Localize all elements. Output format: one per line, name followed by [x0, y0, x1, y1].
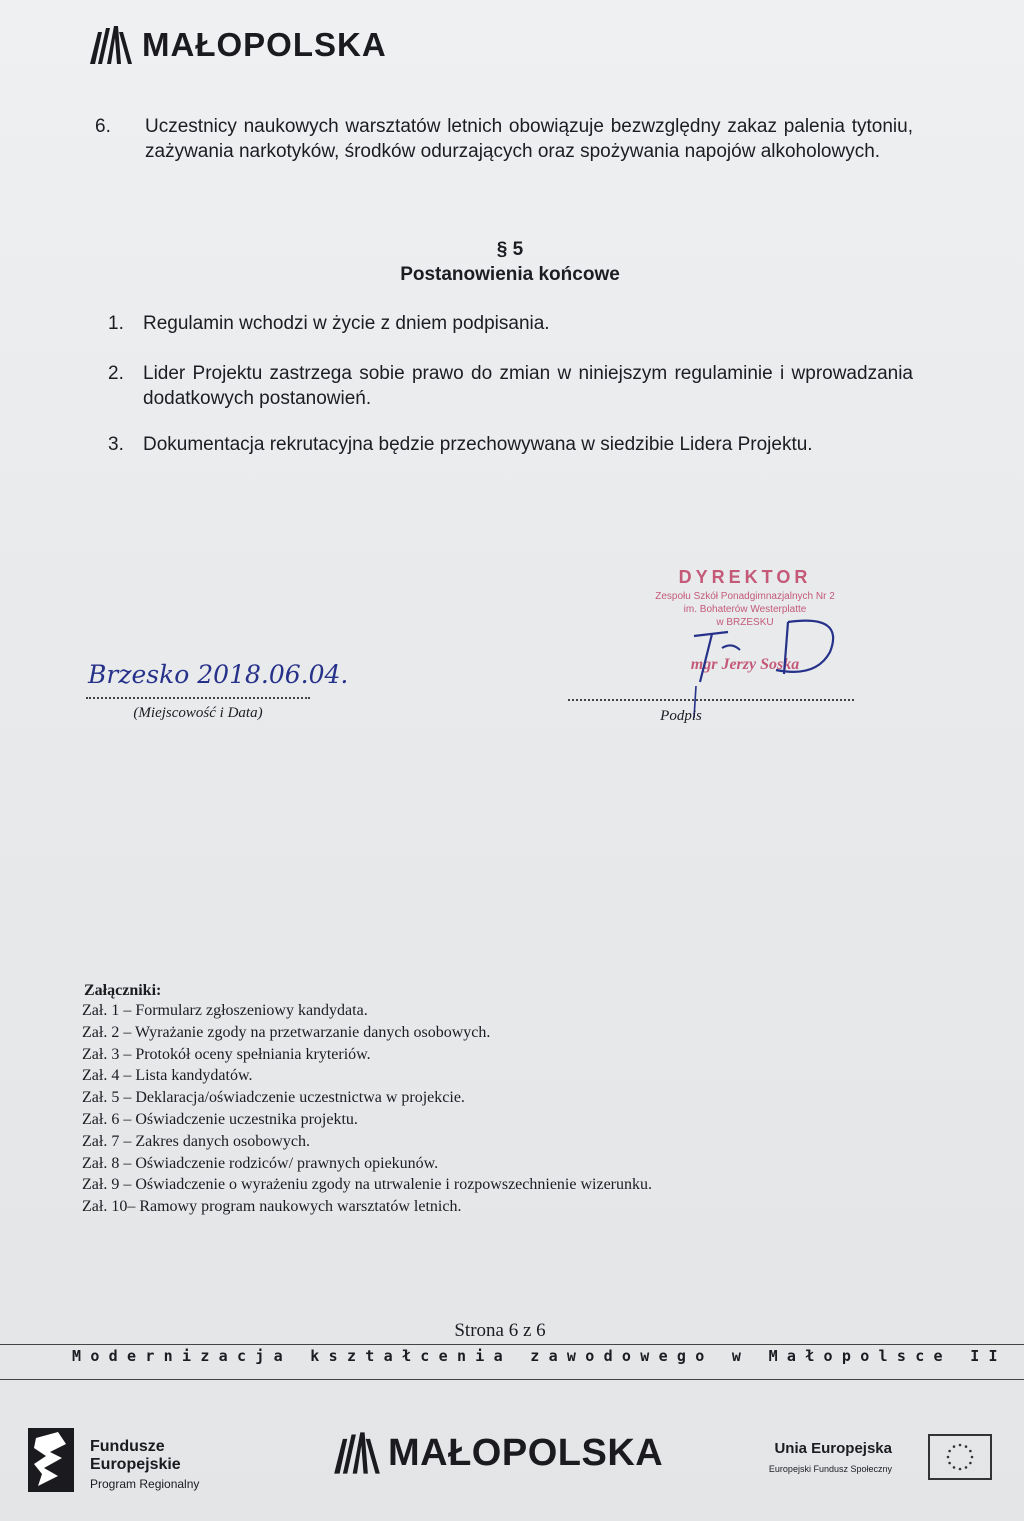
- eu-stars-icon: [930, 1436, 990, 1478]
- stamp-line-1: Zespołu Szkół Ponadgimnazjalnych Nr 2: [655, 591, 835, 602]
- malopolska-logo: [88, 24, 387, 66]
- fundusze-europejskie-logo-icon: [28, 1428, 74, 1492]
- malopolska-logo-icon: [88, 24, 134, 66]
- signature-caption: Podpis: [660, 708, 702, 724]
- eu-flag-box: [928, 1434, 992, 1480]
- section-title: Postanowienia końcowe: [400, 264, 620, 285]
- item-text: Regulamin wchodzi w życie z dniem podpisania.: [143, 313, 550, 334]
- attachment-item: Zał. 6 – Oświadczenie uczestnika projektu.: [82, 1110, 358, 1128]
- project-name: Modernizacja kształcenia zawodowego w Małopolsce II: [72, 1347, 1007, 1365]
- footer-malopolska-logo: [332, 1430, 663, 1476]
- footer-top-rule: [0, 1344, 1024, 1345]
- attachments-heading: Załączniki:: [84, 982, 162, 999]
- fe-line-1: Fundusze: [90, 1438, 165, 1455]
- stamp-title: DYREKTOR: [678, 567, 812, 587]
- item-number: 2.: [108, 363, 124, 384]
- point-text: Uczestnicy naukowych warsztatów letnich obowiązuje bezwzględny zakaz palenia tytoniu, zażywania narkotyków, środków odurzających oraz spożywania napojów alkoholowych.: [145, 116, 913, 162]
- attachment-item: Zał. 1 – Formularz zgłoszeniowy kandydata.: [82, 1002, 368, 1019]
- section-item-3: [108, 432, 918, 460]
- fe-line-3: Program Regionalny: [90, 1477, 200, 1491]
- regulation-point-6: [95, 114, 915, 194]
- handwritten-signature: [680, 612, 850, 722]
- section-item-2: [108, 361, 918, 416]
- fe-line-2: Europejskie: [90, 1456, 181, 1473]
- page-number: Strona 6 z 6: [454, 1320, 546, 1341]
- signature-line: [568, 699, 854, 701]
- stamp-name: mgr Jerzy Soska: [690, 656, 800, 673]
- attachment-item: Zał. 7 – Zakres danych osobowych.: [82, 1132, 310, 1150]
- attachment-item: Zał. 2 – Wyrażanie zgody na przetwarzanie danych osobowych.: [82, 1023, 491, 1041]
- item-text: Lider Projektu zastrzega sobie prawo do zmian w niniejszym regulaminie i wprowadzania dodatkowych postanowień.: [143, 363, 913, 409]
- item-text: Dokumentacja rekrutacyjna będzie przechowywana w siedzibie Lidera Projektu.: [143, 434, 813, 455]
- place-date-caption: (Miejscowość i Data): [133, 705, 263, 721]
- attachment-item: Zał. 8 – Oświadczenie rodziców/ prawnych opiekunów.: [82, 1154, 439, 1172]
- handwritten-place-date: Brzesko 2018.06.04.: [88, 660, 349, 689]
- item-number: 1.: [108, 313, 124, 334]
- attachment-item: Zał. 5 – Deklaracja/oświadczenie uczestnictwa w projekcie.: [82, 1089, 465, 1107]
- section-item-1: [108, 311, 918, 339]
- point-number: 6.: [95, 116, 111, 137]
- attachment-item: Zał. 10– Ramowy program naukowych warsztatów letnich.: [82, 1198, 462, 1216]
- section-symbol: § 5: [496, 239, 524, 260]
- attachment-item: Zał. 4 – Lista kandydatów.: [82, 1067, 253, 1085]
- attachment-item: Zał. 3 – Protokół oceny spełniania kryteriów.: [82, 1045, 371, 1063]
- attachments-list: [82, 1000, 802, 1218]
- attachment-item: Zał. 9 – Oświadczenie o wyrażeniu zgody na utrwalenie i rozpowszechnienie wizerunku.: [82, 1176, 652, 1194]
- footer-malopolska-text: MAŁOPOLSKA: [388, 1431, 664, 1474]
- malopolska-logo-text: MAŁOPOLSKA: [142, 26, 387, 63]
- stamp-line-2: im. Bohaterów Westerplatte: [683, 604, 807, 615]
- footer-bottom-rule: [0, 1379, 1024, 1380]
- item-number: 3.: [108, 434, 124, 455]
- stamp-line-3: w BRZESKU: [716, 617, 774, 628]
- place-date-line: [86, 697, 310, 699]
- ue-line-2: Europejski Fundusz Społeczny: [768, 1464, 892, 1474]
- ue-line-1: Unia Europejska: [774, 1440, 892, 1457]
- malopolska-logo-icon: [332, 1430, 382, 1476]
